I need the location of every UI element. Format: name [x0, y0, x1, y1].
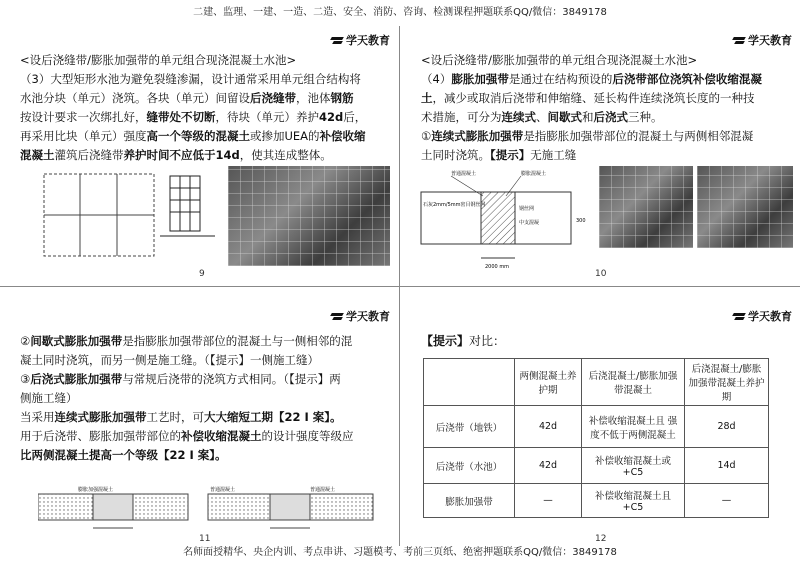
footer-banner: 名师面授精华、央企内训、考点串讲、习题模考、考前三页纸、绝密押题联系QQ/微信：3849178 — [183, 547, 617, 558]
slide-body: （4）膨胀加强带是通过在结构预设的后浇带部位浇筑补偿收缩混凝 土，减少或取消后浇带和伸缩缝、延长构件连续浇筑长度的一种技 术措施，可分为连续式、间歇式和后浇式三种。 ①连续式膨胀加强带是指膨胀加强带部位的混凝土与两侧相邻混凝 土同时浇筑。【提示】无施工缝 — [421, 72, 762, 162]
tips-label: 【提示】对比： — [421, 334, 506, 348]
brand-logo: 学天教育 — [331, 308, 390, 324]
brand-logo-icon — [331, 311, 343, 321]
rebar-cage-photo — [697, 166, 793, 248]
slide-body: （3）大型矩形水池为避免裂缝渗漏，设计通常采用单元组合结构将 水池分块（单元）浇筑。各块（单元）间留设后浇缝带，池体钢筋 按设计要求一次绑扎好，缝带处不切断，待块（单元）养护42d后， 再采用比块（单元）强度高一个等级的混凝土或掺加UEA的补偿收缩 混凝土灌筑后浇缝带养护时间不应低于14d，使其连成整体。 — [20, 72, 367, 162]
svg-text:膨胀混凝土: 膨胀混凝土 — [521, 171, 547, 177]
table-header-row: 两侧混凝土养护期 后浇混凝土/膨胀加强带混凝土 后浇混凝土/膨胀加强带混凝土养护期 — [424, 359, 769, 406]
header-banner: 二建、监理、一建、一造、二造、安全、消防、咨询、检测课程押题联系QQ/微信：3849178 — [193, 7, 607, 18]
horizontal-divider — [0, 286, 800, 287]
brand-logo-icon — [733, 311, 745, 321]
slide-body: ②间歇式膨胀加强带是指膨胀加强带部位的混凝土与一侧相邻的混 凝土同时浇筑，而另一侧是施工缝。（【提示】一侧施工缝） ③后浇式膨胀加强带与常规后浇带的浇筑方式相同。（【提示】两 侧施工缝） 当采用连续式膨胀加强带工艺时，可大大缩短工期【22 I 案】。 用于后浇带、膨胀加强带部位的补偿收缩混凝土的设计强度等级应 比两侧混凝土提高一个等级【22 I 案】。 — [20, 334, 354, 462]
slide-11 — [0, 288, 398, 544]
brand-logo: 学天教育 — [331, 32, 390, 48]
svg-text:中支混凝: 中支混凝 — [519, 220, 540, 226]
table-row: 膨胀加强带 — 补偿收缩混凝土且 +C5 — — [424, 484, 769, 518]
page-number: 11 — [199, 534, 211, 544]
rebar-photo — [228, 166, 390, 266]
slide-9 — [0, 26, 398, 285]
page-number: 12 — [595, 534, 607, 544]
svg-text:普通混凝土: 普通混凝土 — [210, 487, 236, 493]
slide-title: <设后浇缝带/膨胀加强带的单元组合现浇混凝土水池> — [421, 53, 698, 67]
brand-logo: 学天教育 — [733, 32, 792, 48]
svg-text:普通混凝土: 普通混凝土 — [451, 171, 477, 177]
slide-10 — [401, 26, 800, 285]
svg-text:石灰2mm/5mm密目钢丝网: 石灰2mm/5mm密目钢丝网 — [423, 202, 486, 208]
band-comparison-diagram — [38, 484, 378, 534]
slide-title: <设后浇缝带/膨胀加强带的单元组合现浇混凝土水池> — [20, 53, 297, 67]
table-row: 后浇带（地铁） 42d 补偿收缩混凝土且 强度不低于两侧混凝土 28d — [424, 406, 769, 448]
brand-logo-icon — [733, 35, 745, 45]
svg-text:普通混凝土: 普通混凝土 — [310, 487, 336, 493]
table-row: 后浇带（水池） 42d 补偿收缩混凝土或 +C5 14d — [424, 448, 769, 484]
page-number: 10 — [595, 269, 607, 279]
comparison-table — [423, 358, 769, 518]
svg-text:钢丝网: 钢丝网 — [519, 206, 535, 212]
brand-logo-icon — [331, 35, 343, 45]
svg-text:300: 300 — [576, 218, 586, 224]
pool-plan-diagram — [40, 166, 220, 266]
svg-text:2000 mm: 2000 mm — [485, 264, 510, 270]
mesh-photo — [599, 166, 693, 248]
page-number: 9 — [199, 269, 205, 279]
expansion-band-diagram — [411, 166, 591, 276]
slide-12 — [401, 288, 800, 544]
svg-text:膨胀加强混凝土: 膨胀加强混凝土 — [78, 487, 114, 493]
brand-logo: 学天教育 — [733, 308, 792, 324]
